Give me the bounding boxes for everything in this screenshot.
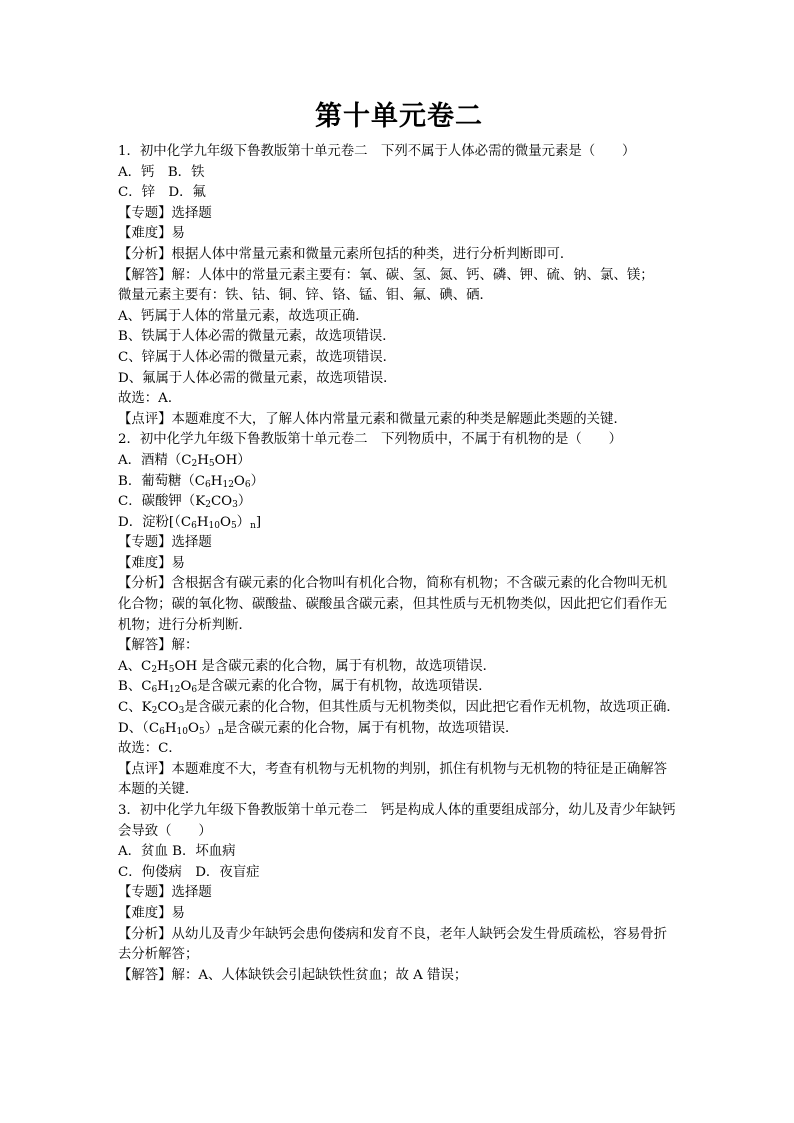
q2-analysis: 【分析】含根据含有碳元素的化合物叫有机化合物，简称有机物；不含碳元素的化合物叫无机化合物；碳的氧化物、碳酸盐、碳酸虽含碳元素，但其性质与无机物类似，因此把它们看作无机物；进行分析判断． bbox=[118, 576, 668, 633]
q2-comment: 【点评】本题难度不大，考查有机物与无机物的判别，抓住有机物与无机物的特征是正确解答本题的关键． bbox=[118, 761, 668, 798]
q2-option-a-text: A．酒精（C bbox=[118, 452, 192, 468]
q2-option-b-text: B．葡萄糖（C bbox=[118, 473, 206, 489]
q1-stem: 1．初中化学九年级下鲁教版第十单元卷二 下列不属于人体必需的微量元素是（ ） bbox=[118, 144, 636, 159]
q2-choice: 故选：C． bbox=[118, 741, 182, 757]
q2-answer-d: D、$(C_6H_{10}O_5)_n$是含碳元素的化合物，属于有机物，故选项错误． bbox=[118, 720, 519, 737]
q1-options-cd: C．锌 D．氟 bbox=[118, 185, 206, 201]
q2-answer-b: B、$C_6H_{12}O_6$是含碳元素的化合物，属于有机物，故选项错误． bbox=[118, 679, 492, 696]
q1-difficulty: 【难度】易 bbox=[118, 226, 185, 242]
q2-option-c: C．碳酸钾$(K_2CO_3)$ bbox=[118, 494, 252, 511]
q2-answer-a: A、$C_2H_5OH$ 是含碳元素的化合物，属于有机物，故选项错误． bbox=[118, 658, 496, 675]
q2-option-d-text: D．淀粉[（C bbox=[118, 514, 192, 530]
q1-answer-c: C、锌属于人体必需的微量元素，故选项错误． bbox=[118, 349, 397, 365]
q1-comment: 【点评】本题难度不大，了解人体内常量元素和微量元素的种类是解题此类题的关键． bbox=[118, 411, 627, 427]
q2-option-b: B．葡萄糖$(C_6H_{12}O_6)$ bbox=[118, 473, 265, 490]
q1-answer-d: D、氟属于人体必需的微量元素，故选项错误． bbox=[118, 370, 397, 386]
q3-difficulty: 【难度】易 bbox=[118, 905, 185, 921]
document-page bbox=[118, 98, 680, 986]
q1-analysis: 【分析】根据人体中常量元素和微量元素所包括的种类，进行分析判断即可． bbox=[118, 246, 574, 262]
q3-options-ab: A．贫血 B．坏血病 bbox=[118, 844, 236, 860]
q1-options-ab: A．钙 B．铁 bbox=[118, 164, 205, 180]
q2-option-d: D．淀粉$[(C_6H_{10}O_5)_n]$ bbox=[118, 514, 262, 531]
q3-answer: 【解答】解：A、人体缺铁会引起缺铁性贫血；故 A 错误； bbox=[118, 967, 468, 983]
q1-topic: 【专题】选择题 bbox=[118, 205, 212, 221]
q2-topic: 【专题】选择题 bbox=[118, 535, 212, 551]
q2-option-a: A．酒精$(C_2H_5OH)$ bbox=[118, 452, 251, 469]
q1-choice: 故选：A． bbox=[118, 391, 182, 407]
q1-answer-line2: 微量元素主要有：铁、钴、铜、锌、铬、锰、钼、氟、碘、硒． bbox=[118, 288, 493, 304]
q2-answer-c: C、$K_2CO_3$是含碳元素的化合物，但其性质与无机物类似，因此把它看作无机物，故选项正确． bbox=[118, 700, 680, 717]
q3-options-cd: C．佝偻病 D．夜盲症 bbox=[118, 864, 260, 880]
q3-topic: 【专题】选择题 bbox=[118, 885, 212, 901]
q2-stem: 2．初中化学九年级下鲁教版第十单元卷二 下列物质中，不属于有机物的是（ ） bbox=[118, 432, 622, 448]
q2-option-c-text: C．碳酸钾（K bbox=[118, 494, 206, 510]
page-title: 第十单元卷二 bbox=[315, 101, 483, 132]
q3-analysis: 【分析】从幼儿及青少年缺钙会患佝偻病和发育不良，老年人缺钙会发生骨质疏松，容易骨折去分析解答； bbox=[118, 926, 668, 963]
q2-answer-head: 【解答】解： bbox=[118, 638, 199, 654]
q2-difficulty: 【难度】易 bbox=[118, 555, 185, 571]
q1-answer-line1: 【解答】解：人体中的常量元素主要有：氧、碳、氢、氮、钙、磷、钾、硫、钠、氯、镁； bbox=[118, 267, 654, 283]
q1-answer-b: B、铁属于人体必需的微量元素，故选项错误． bbox=[118, 329, 396, 345]
q3-stem: 3．初中化学九年级下鲁教版第十单元卷二 钙是构成人体的重要组成部分，幼儿及青少年缺钙会导致（ ） bbox=[118, 803, 676, 839]
q1-answer-a: A、钙属于人体的常量元素，故选项正确． bbox=[118, 308, 369, 324]
